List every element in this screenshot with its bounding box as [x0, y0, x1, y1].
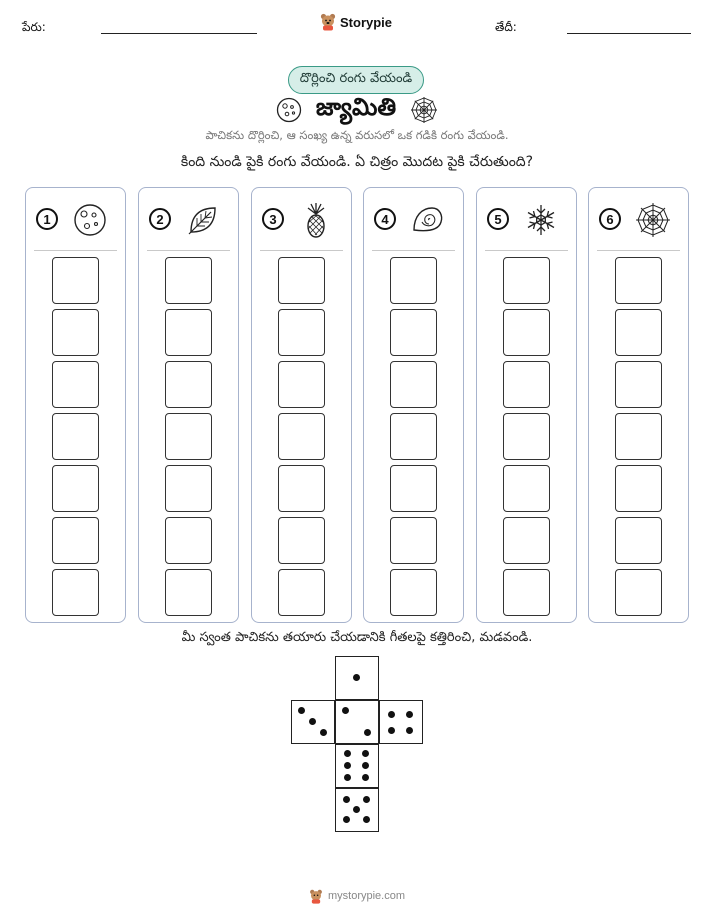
date-line[interactable] — [567, 33, 691, 34]
color-boxes — [615, 257, 663, 621]
footer — [0, 886, 714, 906]
column-number: 4 — [374, 208, 396, 230]
dice-face-2 — [335, 700, 379, 744]
color-box[interactable] — [165, 517, 212, 564]
color-box[interactable] — [390, 257, 437, 304]
color-box[interactable] — [390, 309, 437, 356]
color-box[interactable] — [615, 465, 662, 512]
dice-face-6 — [335, 744, 379, 788]
color-box[interactable] — [165, 465, 212, 512]
name-label: పేరు: — [22, 20, 46, 34]
spiderweb-icon — [410, 96, 438, 124]
color-box[interactable] — [615, 413, 662, 460]
column-number: 3 — [262, 208, 284, 230]
color-box[interactable] — [503, 569, 550, 616]
color-boxes — [278, 257, 326, 621]
color-box[interactable] — [278, 413, 325, 460]
color-box[interactable] — [390, 361, 437, 408]
color-box[interactable] — [52, 257, 99, 304]
page-title: జ్యామితి — [315, 93, 397, 121]
color-box[interactable] — [390, 413, 437, 460]
color-box[interactable] — [52, 413, 99, 460]
dice-face-1 — [335, 656, 379, 700]
color-box[interactable] — [52, 517, 99, 564]
color-box[interactable] — [503, 309, 550, 356]
cut-instruction: మీ స్వంత పాచికను తయారు చేయడానికి గీతలపై కత్తిరించి, మడవండి. — [181, 630, 533, 645]
column-panel-6 — [588, 187, 689, 623]
shell-icon — [410, 202, 446, 238]
dice-net — [291, 656, 424, 834]
title-row — [0, 92, 714, 128]
bear-icon — [309, 889, 323, 904]
column-panel-1 — [25, 187, 126, 623]
color-box[interactable] — [615, 257, 662, 304]
spiderweb-icon — [635, 202, 671, 238]
column-panel-5 — [476, 187, 577, 623]
color-box[interactable] — [278, 569, 325, 616]
color-box[interactable] — [165, 569, 212, 616]
color-box[interactable] — [165, 309, 212, 356]
color-box[interactable] — [52, 465, 99, 512]
color-box[interactable] — [278, 309, 325, 356]
color-box[interactable] — [390, 465, 437, 512]
column-panel-4 — [363, 187, 464, 623]
name-line[interactable] — [101, 33, 257, 34]
subtitle: పాచికను దొర్లించి, ఆ సంఖ్య ఉన్న వరుసలో ఒక గడికి రంగు వేయండి. — [205, 128, 509, 142]
color-box[interactable] — [615, 569, 662, 616]
color-box[interactable] — [165, 361, 212, 408]
color-box[interactable] — [278, 257, 325, 304]
color-box[interactable] — [615, 517, 662, 564]
bear-icon — [320, 13, 336, 31]
color-box[interactable] — [278, 517, 325, 564]
color-box[interactable] — [278, 361, 325, 408]
color-boxes — [503, 257, 551, 621]
color-box[interactable] — [503, 257, 550, 304]
brand-name: Storypie — [340, 14, 393, 30]
column-panel-2 — [138, 187, 239, 623]
color-box[interactable] — [52, 569, 99, 616]
color-box[interactable] — [503, 517, 550, 564]
leaf-icon — [185, 202, 221, 238]
pineapple-icon — [298, 202, 334, 238]
color-box[interactable] — [52, 361, 99, 408]
column-number: 2 — [149, 208, 171, 230]
color-box[interactable] — [278, 465, 325, 512]
column-number: 6 — [599, 208, 621, 230]
color-box[interactable] — [503, 361, 550, 408]
color-boxes — [52, 257, 100, 621]
dice-face-3 — [291, 700, 335, 744]
dice-face-5 — [335, 788, 379, 832]
color-box[interactable] — [503, 465, 550, 512]
activity-badge: దొర్లించి రంగు వేయండి — [288, 66, 424, 94]
color-box[interactable] — [503, 413, 550, 460]
column-number: 5 — [487, 208, 509, 230]
snowflake-icon — [523, 202, 559, 238]
moon-icon — [276, 97, 302, 123]
color-box[interactable] — [390, 517, 437, 564]
color-box[interactable] — [52, 309, 99, 356]
color-box[interactable] — [615, 361, 662, 408]
color-boxes — [165, 257, 213, 621]
color-box[interactable] — [390, 569, 437, 616]
instruction: కింది నుండి పైకి రంగు వేయండి. ఏ చిత్రం మొదట పైకి చేరుతుంది? — [180, 154, 534, 170]
color-boxes — [390, 257, 438, 621]
footer-url[interactable]: mystorypie.com — [327, 890, 406, 902]
date-label: తేదీ: — [495, 20, 517, 34]
color-box[interactable] — [165, 413, 212, 460]
column-number: 1 — [36, 208, 58, 230]
brand-logo — [320, 11, 400, 33]
color-box[interactable] — [165, 257, 212, 304]
column-panel-3 — [251, 187, 352, 623]
moon-icon — [72, 202, 108, 238]
color-box[interactable] — [615, 309, 662, 356]
dice-face-4 — [379, 700, 423, 744]
